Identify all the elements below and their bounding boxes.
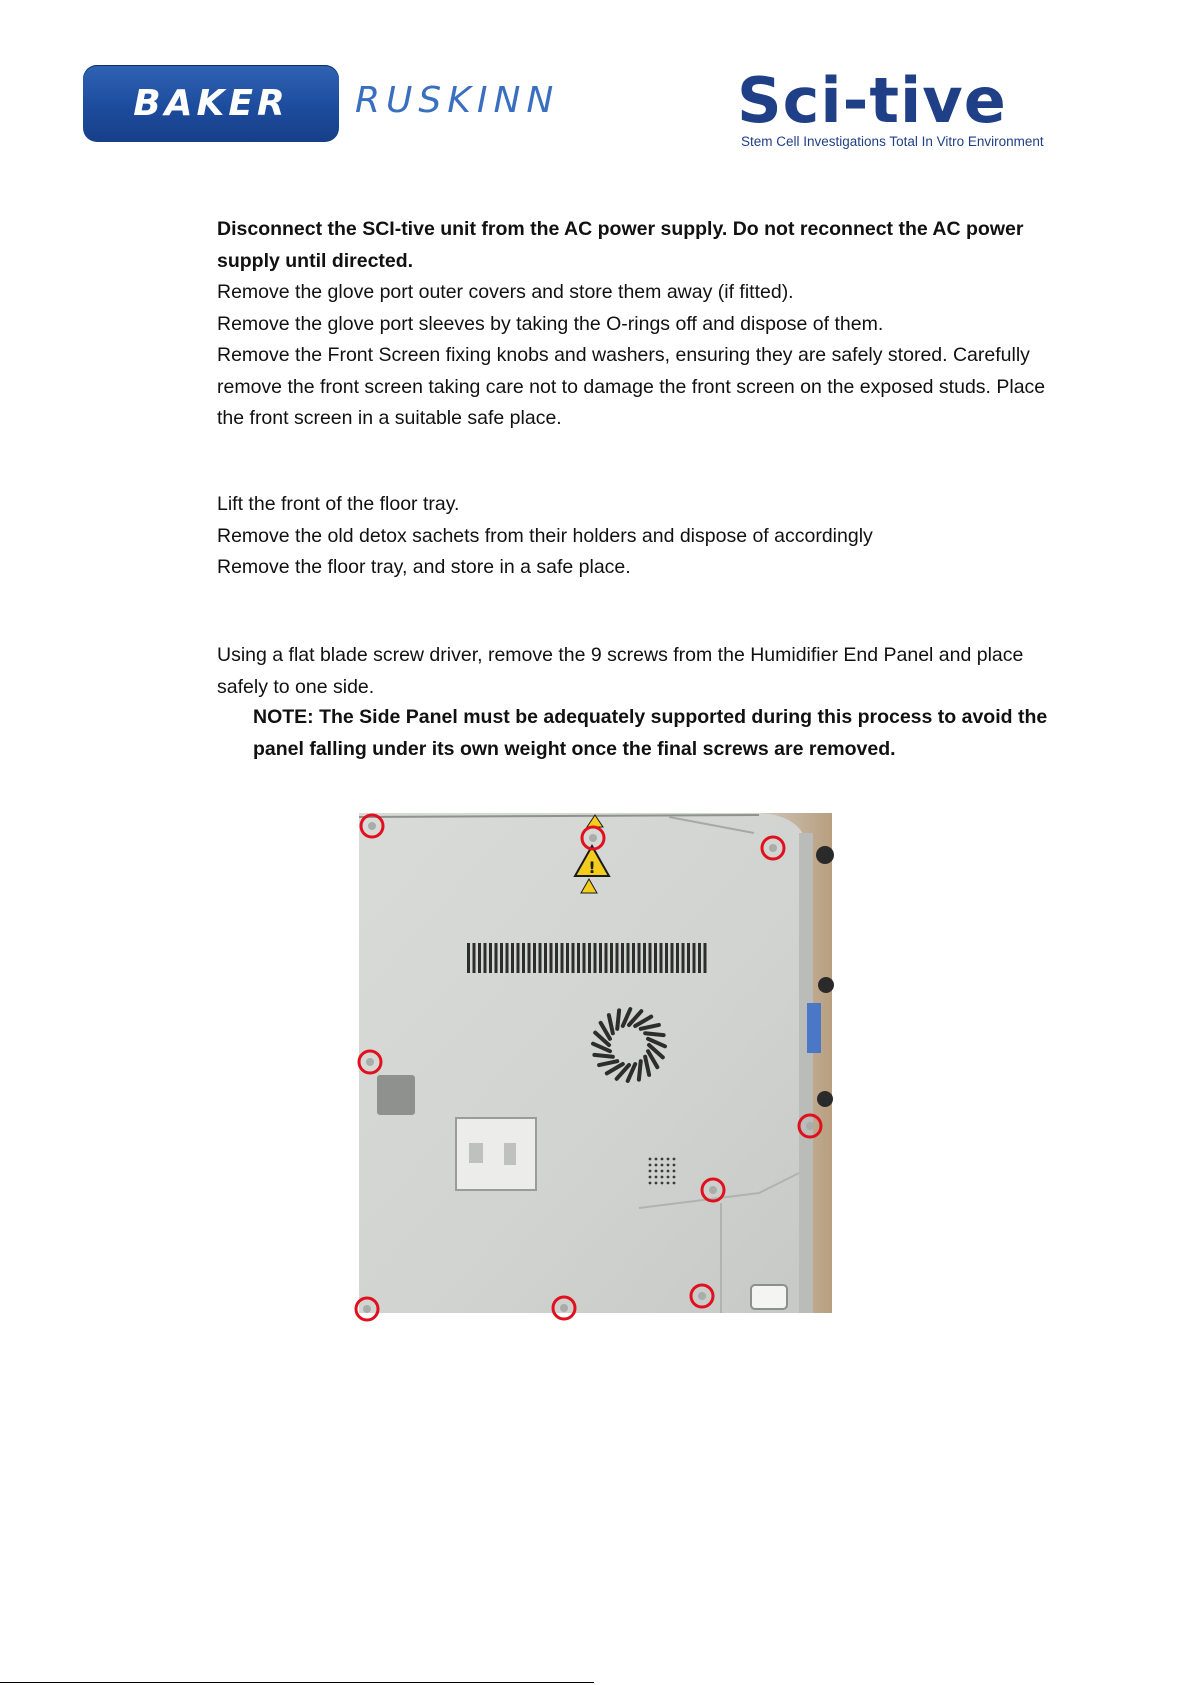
scitive-tagline: Stem Cell Investigations Total In Vitro Environment xyxy=(741,134,1044,149)
fan-blade xyxy=(639,1061,641,1079)
instruction-line: Remove the glove port outer covers and store them away (if fitted). xyxy=(217,281,794,303)
speaker-dot xyxy=(667,1170,670,1173)
vent-slot xyxy=(539,943,542,973)
speaker-dot xyxy=(661,1158,664,1161)
screw-head-icon xyxy=(806,1122,814,1130)
speaker-dot xyxy=(649,1170,652,1173)
support-note: NOTE: The Side Panel must be adequately supported during this process to avoid the panel falling under its own weight once the final screws are removed. xyxy=(253,706,1048,760)
vent-slot xyxy=(693,943,696,973)
vent-slot xyxy=(660,943,663,973)
vent-slot xyxy=(550,943,553,973)
instruction-line: Lift the front of the floor tray. xyxy=(217,493,460,515)
screw-head-icon xyxy=(363,1305,371,1313)
vent-slot xyxy=(522,943,525,973)
vent-slot xyxy=(478,943,481,973)
speaker-dot xyxy=(673,1182,676,1185)
connector-cutout xyxy=(456,1118,536,1190)
vent-slot xyxy=(654,943,657,973)
screw-head-icon xyxy=(368,822,376,830)
speaker-dot xyxy=(673,1170,676,1173)
vent-slot xyxy=(495,943,498,973)
vent-slot xyxy=(605,943,608,973)
connector-port xyxy=(469,1143,483,1163)
panel-edge xyxy=(799,833,813,1313)
vent-slot xyxy=(577,943,580,973)
knob-icon xyxy=(818,977,834,993)
vent-slot xyxy=(588,943,591,973)
speaker-dot xyxy=(649,1164,652,1167)
speaker-dot xyxy=(649,1176,652,1179)
vent-slot xyxy=(528,943,531,973)
speaker-dot xyxy=(673,1164,676,1167)
screw-head-icon xyxy=(366,1058,374,1066)
vent-slot xyxy=(533,943,536,973)
section-power-and-front-screen xyxy=(217,214,1062,435)
fan-blade xyxy=(594,1055,612,1057)
vent-slot xyxy=(687,943,690,973)
screw-head-icon xyxy=(589,834,597,842)
baker-logo xyxy=(83,65,339,142)
vent-slot xyxy=(698,943,701,973)
vent-slot xyxy=(676,943,679,973)
vent-slot xyxy=(616,943,619,973)
speaker-dot xyxy=(655,1182,658,1185)
instruction-line: Using a flat blade screw driver, remove the 9 screws from the Humidifier End Panel and place safely to one side. xyxy=(217,644,1024,698)
vent-slot xyxy=(627,943,630,973)
speaker-dot xyxy=(655,1176,658,1179)
fan-blade xyxy=(617,1010,619,1028)
screw-head-icon xyxy=(709,1186,717,1194)
vent-slot xyxy=(610,943,613,973)
scitive-logo xyxy=(737,64,1053,152)
vent-slot xyxy=(473,943,476,973)
vent-slot xyxy=(506,943,509,973)
instruction-line: Remove the glove port sleeves by taking the O-rings off and dispose of them. xyxy=(217,312,884,335)
speaker-dot xyxy=(667,1164,670,1167)
screw-head-icon xyxy=(698,1292,706,1300)
ruskinn-logo: RUSKINN xyxy=(355,80,560,121)
blue-tube xyxy=(807,1003,821,1053)
screw-head-icon xyxy=(560,1304,568,1312)
speaker-dot xyxy=(649,1158,652,1161)
vent-slot xyxy=(484,943,487,973)
vent-slot xyxy=(583,943,586,973)
vent-slot xyxy=(649,943,652,973)
speaker-dot xyxy=(661,1164,664,1167)
exclamation-icon: ! xyxy=(588,858,596,877)
screw-head-icon xyxy=(769,844,777,852)
baker-logo-text: BAKER xyxy=(133,83,289,124)
speaker-dot xyxy=(667,1176,670,1179)
vent-slot xyxy=(671,943,674,973)
vent-slot xyxy=(555,943,558,973)
humidifier-end-panel-photo xyxy=(359,813,832,1313)
handle-cutout xyxy=(751,1285,787,1309)
speaker-dot xyxy=(655,1158,658,1161)
label-plate xyxy=(377,1075,415,1115)
vent-slot xyxy=(517,943,520,973)
vent-slot xyxy=(500,943,503,973)
speaker-dot xyxy=(661,1170,664,1173)
vent-slot xyxy=(599,943,602,973)
speaker-dot xyxy=(655,1170,658,1173)
vent-slot xyxy=(594,943,597,973)
knob-icon xyxy=(817,1091,833,1107)
vent-slot xyxy=(572,943,575,973)
speaker-dot xyxy=(661,1182,664,1185)
vent-slot xyxy=(643,943,646,973)
fan-blade xyxy=(645,1033,663,1035)
knob-icon xyxy=(816,846,834,864)
vent-slot xyxy=(704,943,707,973)
vent-slot xyxy=(489,943,492,973)
connector-port xyxy=(504,1143,516,1165)
speaker-dot xyxy=(673,1158,676,1161)
footer-rule xyxy=(0,1682,594,1683)
section-floor-tray xyxy=(217,489,1062,584)
speaker-dot xyxy=(667,1158,670,1161)
speaker-dot xyxy=(655,1164,658,1167)
vent-slot xyxy=(511,943,514,973)
vent-slot xyxy=(638,943,641,973)
humidifier-end-panel-image xyxy=(359,813,832,1313)
vent-slot xyxy=(467,943,470,973)
scitive-wordmark: Sci-tive xyxy=(737,64,1007,137)
vent-slot xyxy=(682,943,685,973)
vent-slot xyxy=(566,943,569,973)
vent-slot xyxy=(632,943,635,973)
instruction-line: Remove the old detox sachets from their holders and dispose of accordingly xyxy=(217,524,873,547)
speaker-dot xyxy=(649,1182,652,1185)
power-warning: Disconnect the SCI-tive unit from the AC power supply. Do not reconnect the AC power supply until directed. xyxy=(217,218,1024,272)
speaker-dot xyxy=(661,1176,664,1179)
instruction-line: Remove the Front Screen fixing knobs and washers, ensuring they are safely stored. Carefully remove the front screen taking care not to damage the front screen on the exposed studs. Place the front screen in a suitable safe place. xyxy=(217,344,1046,429)
vent-slot xyxy=(621,943,624,973)
speaker-dot xyxy=(667,1182,670,1185)
instruction-line: Remove the floor tray, and store in a safe place. xyxy=(217,556,631,578)
vent-slot xyxy=(561,943,564,973)
vent-slot xyxy=(544,943,547,973)
speaker-dot xyxy=(673,1176,676,1179)
section-humidifier-panel xyxy=(217,640,1062,703)
vent-slot xyxy=(665,943,668,973)
